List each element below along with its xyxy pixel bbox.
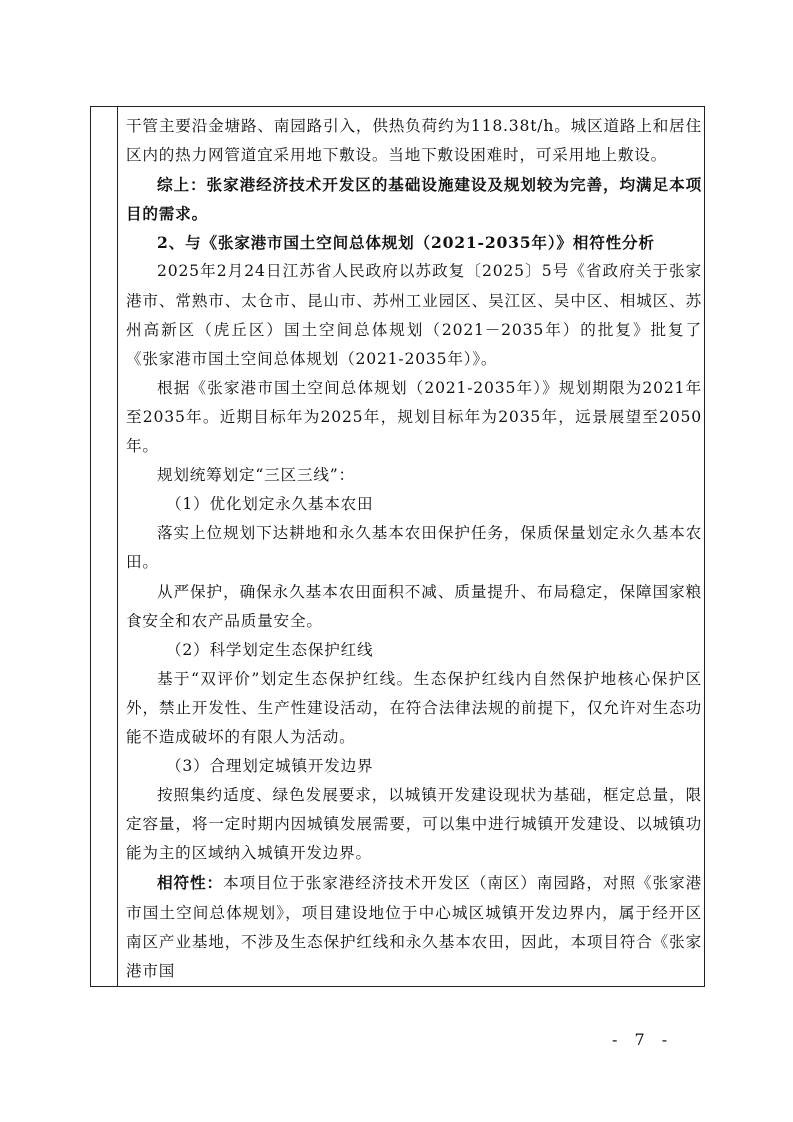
paragraph-summary: 综上：张家港经济技术开发区的基础设施建设及规划较为完善，均满足本项目的需求。 (126, 175, 702, 224)
paragraph-ecology-redline: 基于“双评价”划定生态保护红线。生态保护红线内自然保护地核心保护区外，禁止开发性、生产性建设活动，在符合法律法规的前提下，仅允许对生态功能不造成破坏的有限人为活动。 (126, 669, 702, 746)
paragraph-heating-network: 干管主要沿金塘路、南园路引入，供热负荷约为118.38t/h。城区道路上和居住区内的热力网管道宜采用地下敷设。当地下敷设困难时，可采用地上敷设。 (126, 117, 702, 165)
conformity-label: 相符性： (157, 873, 224, 893)
section-heading-compliance: 2、与《张家港市国土空间总体规划（2021-2035年）》相符性分析 (157, 233, 655, 253)
paragraph-urban-boundary: 按照集约适度、绿色发展要求，以城镇开发建设现状为基础，框定总量，限定容量，将一定时期内因城镇发展需要，可以集中进行城镇开发建设、以城镇功能为主的区域纳入城镇开发边界。 (126, 786, 702, 863)
paragraph-conformity (126, 868, 702, 985)
subheading-farmland: （1）优化划定永久基本农田 (166, 495, 374, 514)
paragraph-approval: 2025年2月24日江苏省人民政府以苏政复〔2025〕5号《省政府关于张家港市、常熟市、太仓市、昆山市、苏州工业园区、吴江区、吴中区、相城区、苏州高新区（虎丘区）国土空间总体规划（2021－2035年）的批复》批复了《张家港市国土空间总体规划（2021-2035年）》。 (126, 262, 702, 368)
subheading-ecology: （2）科学划定生态保护红线 (166, 640, 374, 659)
subheading-urban-boundary: （3）合理划定城镇开发边界 (166, 757, 374, 776)
table-column-divider (117, 106, 118, 987)
page-number: - 7 - (612, 1030, 674, 1049)
paragraph-farmland-task: 落实上位规划下达耕地和永久基本农田保护任务，保质保量划定永久基本农田。 (126, 524, 702, 572)
conformity-body: 本项目位于张家港经济技术开发区（南区）南园路，对照《张家港市国土空间总体规划》，项目建设地位于中心城区城镇开发边界内，属于经开区南区产业基地，不涉及生态保护红线和永久基本农田，因此，本项目符合《张家港市国 (126, 874, 702, 980)
paragraph-three-zones: 规划统筹划定“三区三线”： (157, 466, 355, 485)
table-content-cell (126, 112, 702, 986)
paragraph-farmland-protection: 从严保护，确保永久基本农田面积不减、质量提升、布局稳定，保障国家粮食安全和农产品质量安全。 (126, 582, 702, 630)
paragraph-planning-period: 根据《张家港市国土空间总体规划（2021-2035年）》规划期限为2021年至2035年。近期目标年为2025年，规划目标年为2035年，远景展望至2050年。 (126, 378, 702, 456)
